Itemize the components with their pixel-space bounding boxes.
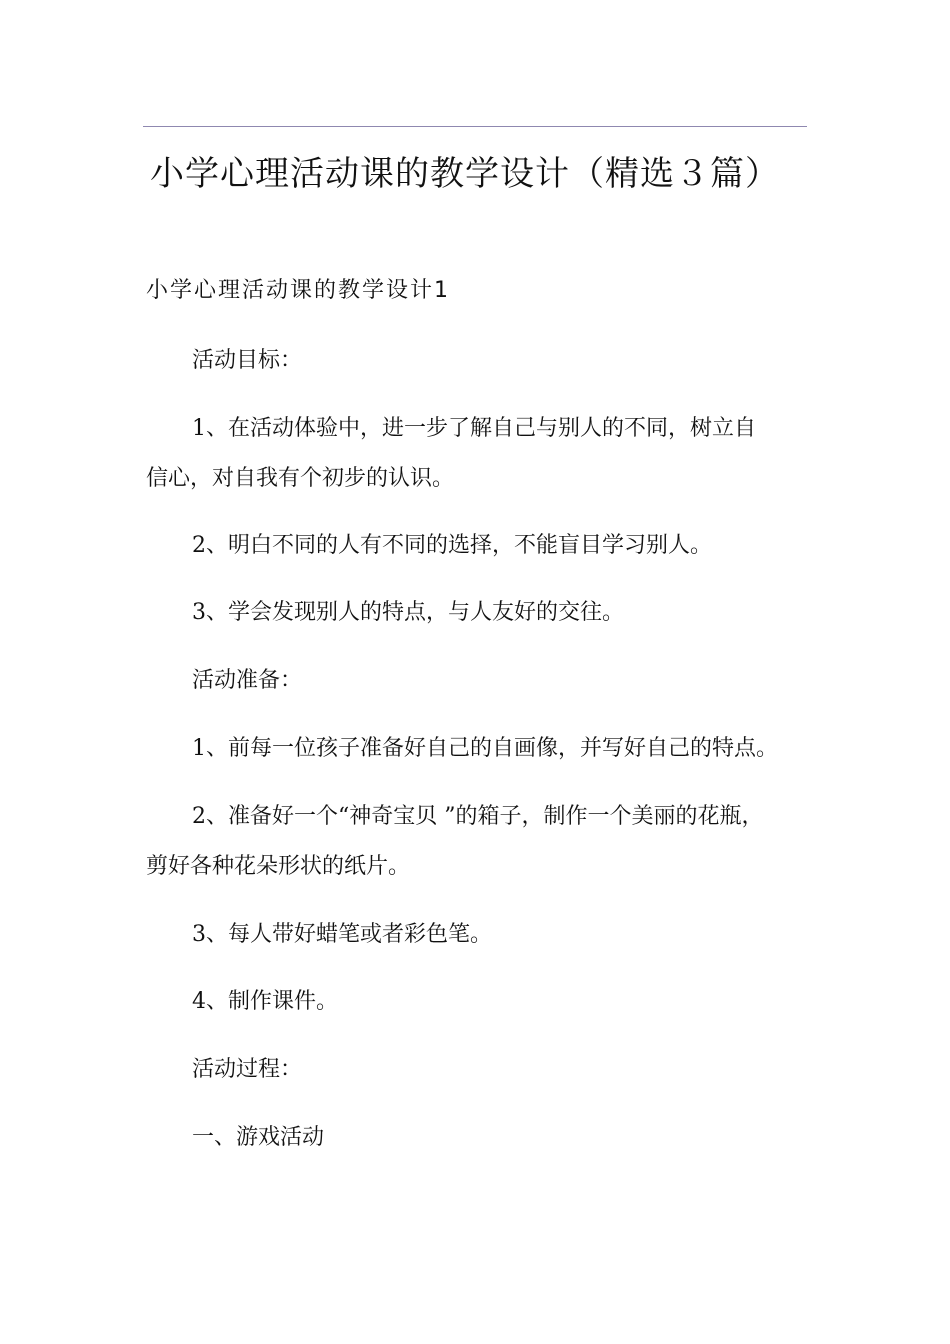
paragraph-prep-heading: 活动准备： <box>192 668 303 693</box>
paragraph-goals-heading: 活动目标： <box>192 348 303 373</box>
paragraph-prep-3: 3、每人带好蜡笔或者彩色笔。 <box>192 922 492 947</box>
paragraph-prep-2-line-2: 剪好各种花朵形状的纸片。 <box>146 854 411 879</box>
paragraph-prep-2-line-1: 2、准备好一个“神奇宝贝 ”的箱子，制作一个美丽的花瓶， <box>192 804 764 829</box>
paragraph-prep-1: 1、前每一位孩子准备好自己的自画像，并写好自己的特点。 <box>192 736 778 761</box>
paragraph-process-heading: 活动过程： <box>192 1057 303 1082</box>
paragraph-goal-2: 2、明白不同的人有不同的选择，不能盲目学习别人。 <box>192 533 712 558</box>
document-title: 小学心理活动课的教学设计（精选３篇） <box>150 154 780 194</box>
header-rule <box>143 126 807 127</box>
paragraph-goal-1-line-1: 1、在活动体验中，进一步了解自己与别人的不同，树立自 <box>192 416 756 441</box>
section-title: 小学心理活动课的教学设计1 <box>146 278 450 303</box>
paragraph-goal-3: 3、学会发现别人的特点，与人友好的交往。 <box>192 600 624 625</box>
paragraph-goal-1-line-2: 信心，对自我有个初步的认识。 <box>146 466 455 491</box>
paragraph-prep-4: 4、制作课件。 <box>192 989 338 1014</box>
paragraph-game-activity: 一、游戏活动 <box>192 1125 325 1150</box>
